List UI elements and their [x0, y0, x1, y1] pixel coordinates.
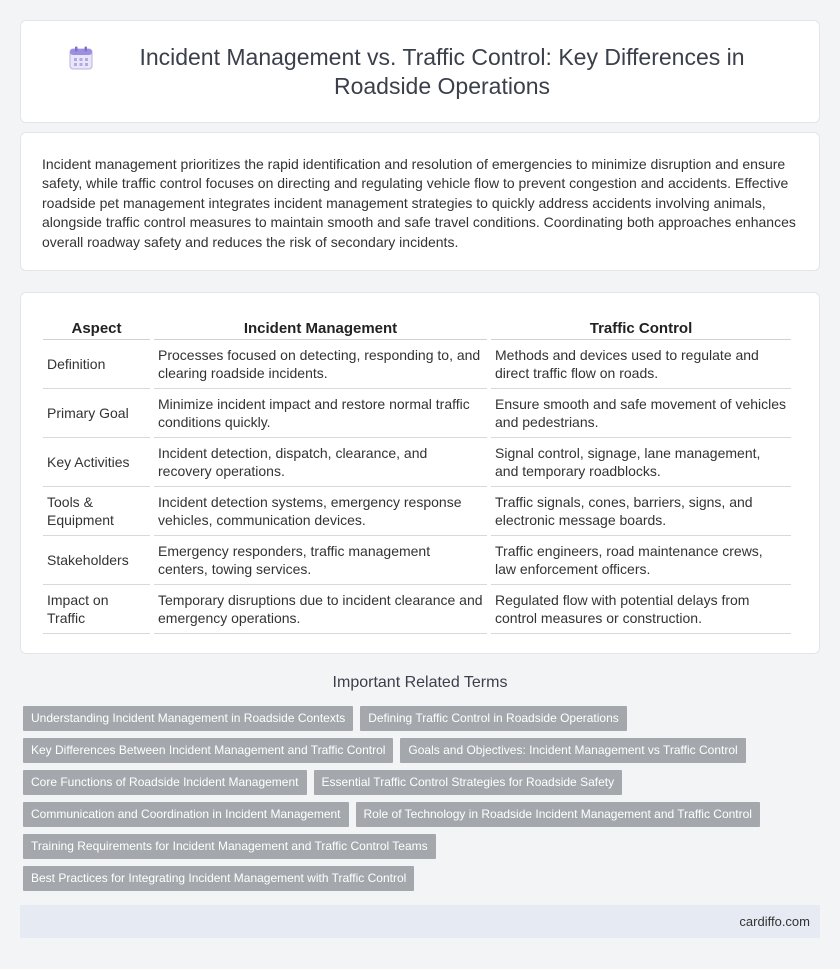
related-term-tag[interactable]: Essential Traffic Control Strategies for Roadside Safety: [314, 770, 623, 795]
related-term-tag[interactable]: Core Functions of Roadside Incident Management: [23, 770, 307, 795]
tag-row: [23, 802, 813, 827]
related-term-tag[interactable]: Communication and Coordination in Incident Management: [23, 802, 349, 827]
row-traffic-control: Traffic engineers, road maintenance crews, law enforcement officers.: [491, 536, 791, 585]
tag-row: [23, 738, 813, 763]
table-row: [43, 438, 791, 487]
row-incident-management: Emergency responders, traffic management centers, towing services.: [154, 536, 487, 585]
intro-text: Incident management prioritizes the rapid identification and resolution of emergencies to minimize disruption and ensure safety, while traffic control focuses on directing and regulating vehicle flow to prevent congestion and accidents. Effective roadside pet management integrates incident management strategies to quickly address accidents involving animals, alongside traffic control measures to maintain smooth and safe travel conditions. Coordinating both approaches enhances overall roadway safety and reduces the risk of secondary incidents.: [42, 156, 796, 250]
header-incident-management: Incident Management: [154, 313, 487, 340]
row-aspect: Tools & Equipment: [43, 487, 150, 536]
comparison-table: [39, 313, 795, 634]
table-row: [43, 536, 791, 585]
related-term-tag[interactable]: Best Practices for Integrating Incident Management with Traffic Control: [23, 866, 414, 891]
related-term-tag[interactable]: Role of Technology in Roadside Incident Management and Traffic Control: [356, 802, 760, 827]
calendar-icon: [68, 45, 94, 71]
row-traffic-control: Regulated flow with potential delays from control measures or construction.: [491, 585, 791, 634]
row-aspect: Key Activities: [43, 438, 150, 487]
row-aspect: Primary Goal: [43, 389, 150, 438]
row-traffic-control: Ensure smooth and safe movement of vehicles and pedestrians.: [491, 389, 791, 438]
row-incident-management: Minimize incident impact and restore normal traffic conditions quickly.: [154, 389, 487, 438]
page-title: Incident Management vs. Traffic Control: Key Differences in Roadside Operations: [139, 43, 745, 99]
tag-row: [23, 866, 813, 891]
comparison-card: [20, 292, 820, 654]
tag-row: [23, 706, 813, 731]
footer-site-link[interactable]: cardiffo.com: [739, 914, 810, 929]
row-incident-management: Incident detection, dispatch, clearance, and recovery operations.: [154, 438, 487, 487]
related-term-tag[interactable]: Understanding Incident Management in Roadside Contexts: [23, 706, 353, 731]
related-terms-title: Important Related Terms: [332, 674, 508, 691]
row-incident-management: Incident detection systems, emergency response vehicles, communication devices.: [154, 487, 487, 536]
intro-card: [20, 132, 820, 271]
related-terms-list: [23, 706, 813, 898]
row-aspect: Stakeholders: [43, 536, 150, 585]
table-row: [43, 389, 791, 438]
row-aspect: Impact on Traffic: [43, 585, 150, 634]
row-incident-management: Temporary disruptions due to incident clearance and emergency operations.: [154, 585, 487, 634]
related-term-tag[interactable]: Key Differences Between Incident Management and Traffic Control: [23, 738, 393, 763]
row-traffic-control: Traffic signals, cones, barriers, signs, and electronic message boards.: [491, 487, 791, 536]
related-term-tag[interactable]: Goals and Objectives: Incident Management vs Traffic Control: [400, 738, 745, 763]
header-card: [20, 20, 820, 123]
table-header-row: [43, 313, 791, 340]
tag-row: [23, 770, 813, 795]
header-traffic-control: Traffic Control: [491, 313, 791, 340]
header-aspect: Aspect: [43, 313, 150, 340]
related-term-tag[interactable]: Training Requirements for Incident Management and Traffic Control Teams: [23, 834, 436, 859]
row-traffic-control: Methods and devices used to regulate and direct traffic flow on roads.: [491, 340, 791, 389]
table-row: [43, 585, 791, 634]
row-aspect: Definition: [43, 340, 150, 389]
related-term-tag[interactable]: Defining Traffic Control in Roadside Operations: [360, 706, 627, 731]
row-traffic-control: Signal control, signage, lane management, and temporary roadblocks.: [491, 438, 791, 487]
table-row: [43, 340, 791, 389]
table-row: [43, 487, 791, 536]
row-incident-management: Processes focused on detecting, responding to, and clearing roadside incidents.: [154, 340, 487, 389]
tag-row: [23, 834, 813, 859]
footer: [20, 905, 820, 938]
